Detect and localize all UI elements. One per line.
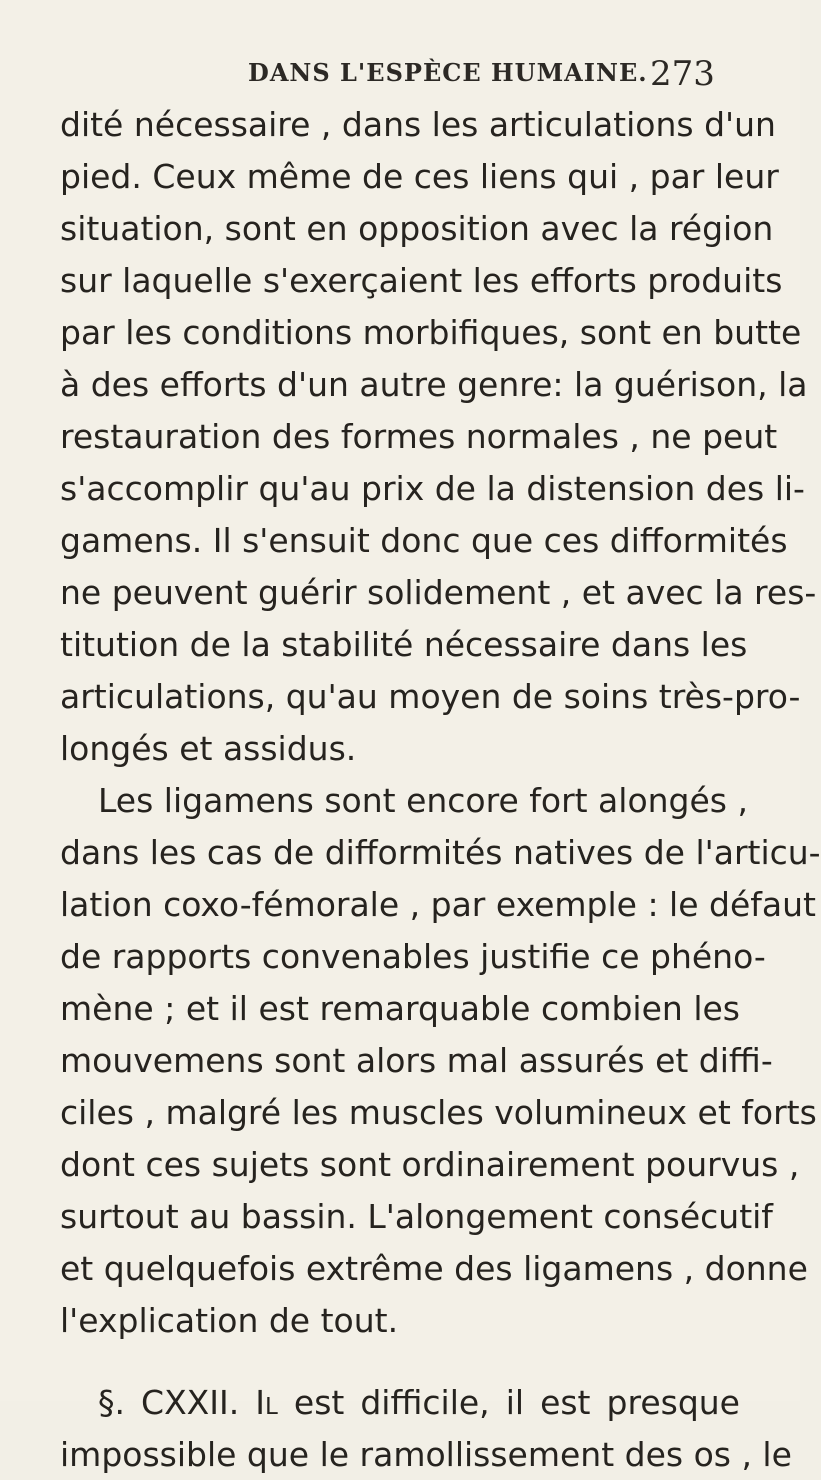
- section-line: [98, 1378, 740, 1428]
- text-line: l'explication de tout.: [60, 1301, 399, 1340]
- section-mark: §. CXXII.: [98, 1383, 240, 1422]
- text-line: ciles , malgré les muscles volumineux et forts: [60, 1093, 817, 1132]
- text-line: longés et assidus.: [60, 729, 357, 768]
- text-line: par les conditions morbifiques, sont en butte: [60, 313, 802, 352]
- text-line: et quelquefois extrême des ligamens , donne: [60, 1249, 808, 1288]
- text-line: dans les cas de difformités natives de l'articu-: [60, 833, 821, 872]
- text-line: impossible que le ramollissement des os , le: [60, 1435, 792, 1474]
- text-line: articulations, qu'au moyen de soins très-pro-: [60, 677, 801, 716]
- text-line: restauration des formes normales , ne peut: [60, 417, 778, 456]
- text-line: sur laquelle s'exerçaient les efforts produits: [60, 261, 783, 300]
- text-line: de rapports convenables justifie ce phéno-: [60, 937, 766, 976]
- text-line: situation, sont en opposition avec la région: [60, 209, 774, 248]
- text-span: est difficile, il est presque: [293, 1383, 740, 1422]
- text-line: pied. Ceux même de ces liens qui , par leur: [60, 157, 779, 196]
- text-line: gamens. Il s'ensuit donc que ces difformités: [60, 521, 788, 560]
- text-line: lation coxo-fémorale , par exemple : le défaut: [60, 885, 816, 924]
- text-line: mouvemens sont alors mal assurés et diffi-: [60, 1041, 773, 1080]
- text-line: dité nécessaire , dans les articulations d'un: [60, 105, 776, 144]
- text-line: à des efforts d'un autre genre: la guérison, la: [60, 365, 808, 404]
- text-line: s'accomplir qu'au prix de la distension des li-: [60, 469, 805, 508]
- text-line: ne peuvent guérir solidement , et avec la res-: [60, 573, 817, 612]
- section-lead-word: Il: [255, 1383, 278, 1422]
- text-line: surtout au bassin. L'alongement consécutif: [60, 1197, 773, 1236]
- text-line: Les ligamens sont encore fort alongés ,: [98, 781, 748, 820]
- text-line: dont ces sujets sont ordinairement pourvus ,: [60, 1145, 800, 1184]
- running-title: DANS L'ESPÈCE HUMAINE.: [248, 58, 648, 87]
- text-line: mène ; et il est remarquable combien les: [60, 989, 740, 1028]
- page-number: 273: [650, 54, 715, 94]
- text-line: titution de la stabilité nécessaire dans les: [60, 625, 748, 664]
